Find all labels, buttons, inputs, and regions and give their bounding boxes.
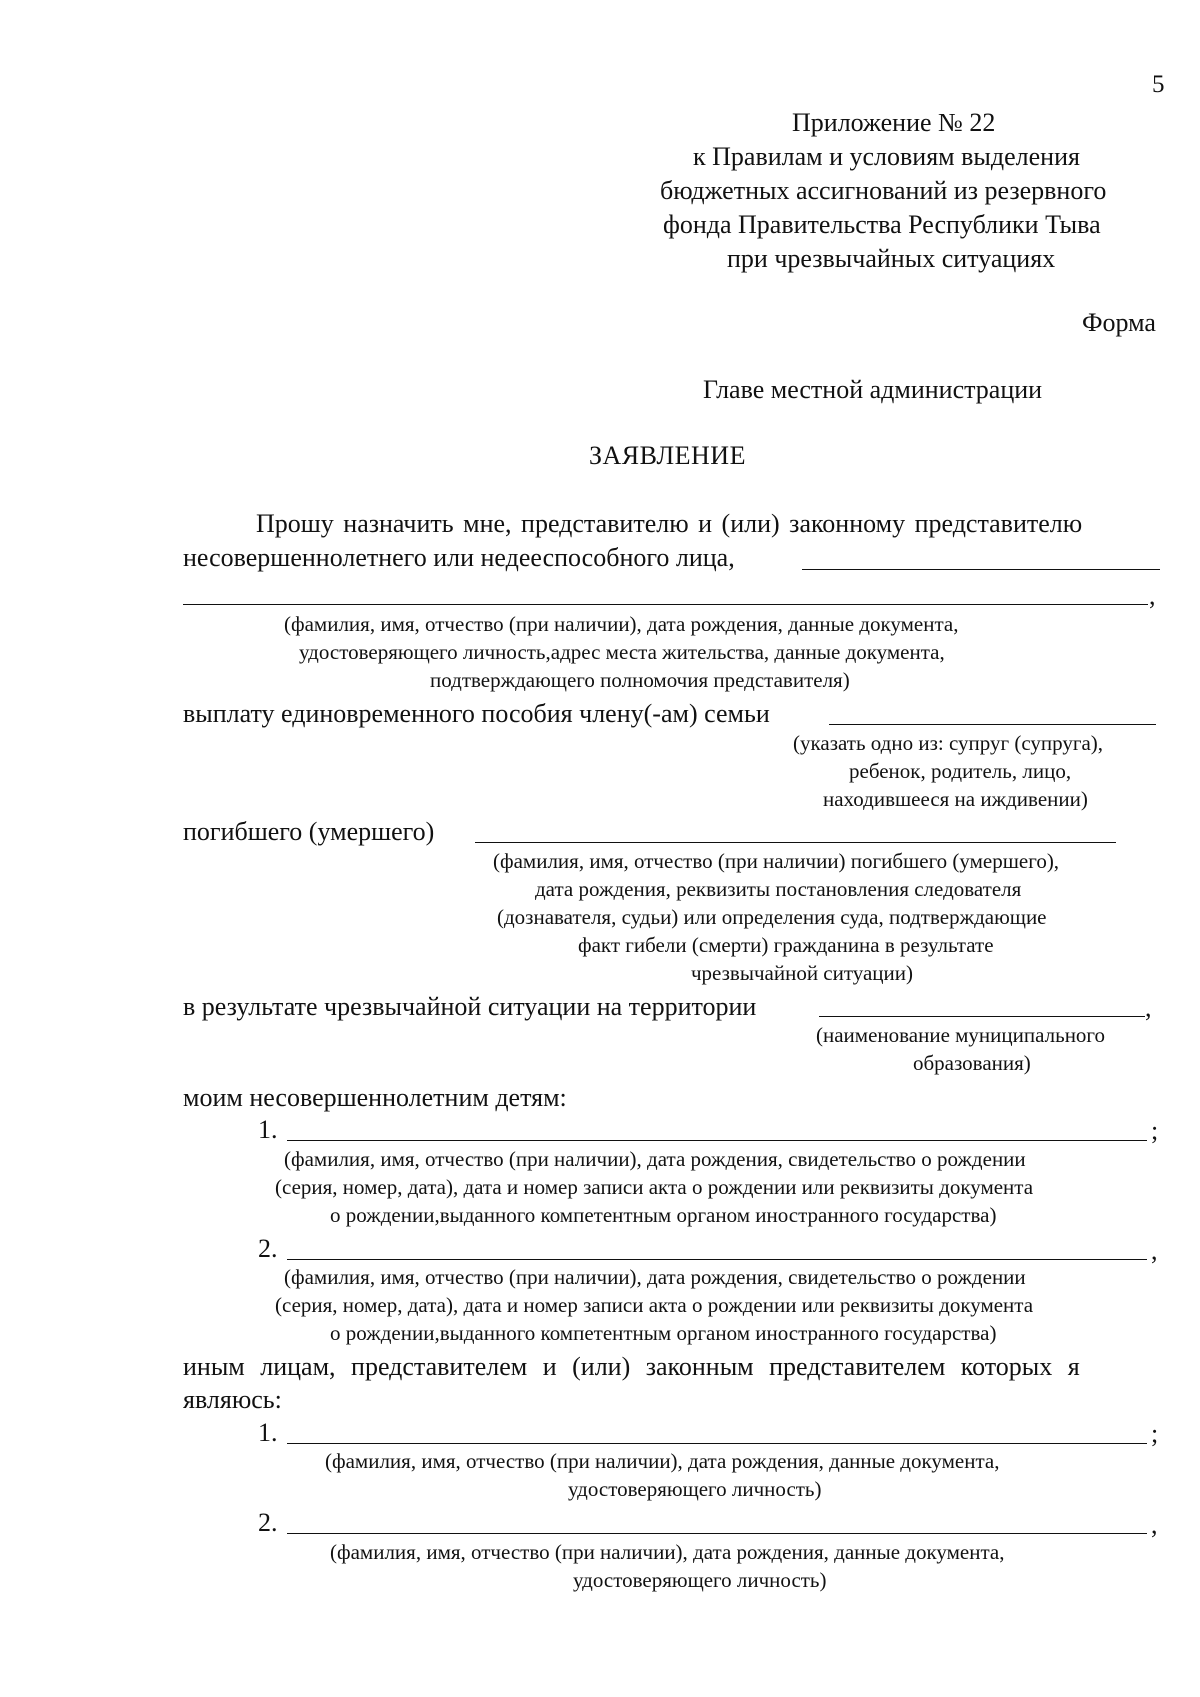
territory-field[interactable] [819, 1016, 1145, 1017]
children-label: моим несовершеннолетним детям: [183, 1083, 567, 1112]
note-deceased-5: чрезвычайной ситуации) [691, 961, 914, 985]
others-line-1: иным лицам, представителем и (или) законным представителем которых я [183, 1352, 1080, 1381]
appendix-rules: к Правилам и условиям выделения [693, 142, 1080, 171]
note-child-2-b: (серия, номер, дата), дата и номер записи акта о рождении или реквизиты документа [275, 1293, 1034, 1317]
note-child-1-a: (фамилия, имя, отчество (при наличии), дата рождения, свидетельство о рождении [284, 1147, 1026, 1171]
child-1-number: 1. [258, 1115, 278, 1144]
appendix-number: Приложение № 22 [792, 108, 996, 137]
person-2-number: 2. [258, 1508, 278, 1537]
note-child-2-a: (фамилия, имя, отчество (при наличии), дата рождения, свидетельство о рождении [284, 1265, 1026, 1289]
note-deceased-2: дата рождения, реквизиты постановления следователя [535, 877, 1022, 901]
semicolon: ; [1151, 1116, 1159, 1145]
note-applicant-3: подтверждающего полномочия представителя) [430, 668, 850, 692]
note-deceased-4: факт гибели (смерти) гражданина в результате [578, 933, 994, 957]
child-2-field[interactable] [287, 1259, 1147, 1260]
appendix-emergency: при чрезвычайных ситуациях [727, 244, 1056, 273]
child-2-number: 2. [258, 1234, 278, 1263]
applicant-details-field[interactable] [183, 604, 1148, 605]
semicolon: ; [1151, 1419, 1159, 1448]
note-family-2: ребенок, родитель, лицо, [849, 759, 1072, 783]
note-child-2-c: о рождении,выданного компетентным органом иностранного государства) [330, 1321, 997, 1345]
applicant-name-field[interactable] [802, 569, 1160, 570]
person-1-field[interactable] [287, 1443, 1147, 1444]
note-child-1-c: о рождении,выданного компетентным органом иностранного государства) [330, 1203, 997, 1227]
comma: , [1149, 581, 1156, 610]
note-applicant-2: удостоверяющего личность,адрес места жительства, данные документа, [299, 640, 945, 664]
addressee: Главе местной администрации [703, 375, 1043, 404]
note-deceased-3: (дознавателя, судьи) или определения суда, подтверждающие [497, 905, 1047, 929]
note-child-1-b: (серия, номер, дата), дата и номер записи акта о рождении или реквизиты документа [275, 1175, 1034, 1199]
request-line-2: несовершеннолетнего или недееспособного лица, [183, 543, 735, 572]
note-territory-1: (наименование муниципального [816, 1023, 1106, 1047]
page-number: 5 [1152, 71, 1165, 98]
child-1-field[interactable] [287, 1140, 1147, 1141]
note-family-3: находившееся на иждивении) [823, 787, 1088, 811]
document-title: ЗАЯВЛЕНИЕ [589, 441, 746, 470]
note-person-1-b: удостоверяющего личность) [568, 1477, 822, 1501]
note-person-1-a: (фамилия, имя, отчество (при наличии), дата рождения, данные документа, [325, 1449, 1000, 1473]
family-member-field[interactable] [829, 724, 1156, 725]
territory-line: в результате чрезвычайной ситуации на территории [183, 992, 757, 1021]
note-person-2-a: (фамилия, имя, отчество (при наличии), дата рождения, данные документа, [330, 1540, 1005, 1564]
note-applicant-1: (фамилия, имя, отчество (при наличии), дата рождения, данные документа, [284, 612, 959, 636]
person-2-field[interactable] [287, 1533, 1147, 1534]
deceased-field[interactable] [475, 842, 1116, 843]
note-person-2-b: удостоверяющего личность) [573, 1568, 827, 1592]
note-territory-2: образования) [913, 1051, 1031, 1075]
appendix-budget: бюджетных ассигнований из резервного [660, 176, 1107, 205]
payment-line: выплату единовременного пособия члену(-ам) семьи [183, 699, 770, 728]
person-1-number: 1. [258, 1418, 278, 1447]
note-family-1: (указать одно из: супруг (супруга), [793, 731, 1104, 755]
form-label: Форма [1082, 308, 1156, 337]
appendix-fund: фонда Правительства Республики Тыва [663, 210, 1101, 239]
comma: , [1151, 1510, 1158, 1539]
comma: , [1145, 993, 1152, 1022]
others-line-2: являюсь: [183, 1385, 282, 1414]
request-line-1: Прошу назначить мне, представителю и (или) законному представителю [256, 509, 1083, 538]
note-deceased-1: (фамилия, имя, отчество (при наличии) погибшего (умершего), [493, 849, 1060, 873]
comma: , [1151, 1236, 1158, 1265]
deceased-label: погибшего (умершего) [183, 817, 435, 846]
